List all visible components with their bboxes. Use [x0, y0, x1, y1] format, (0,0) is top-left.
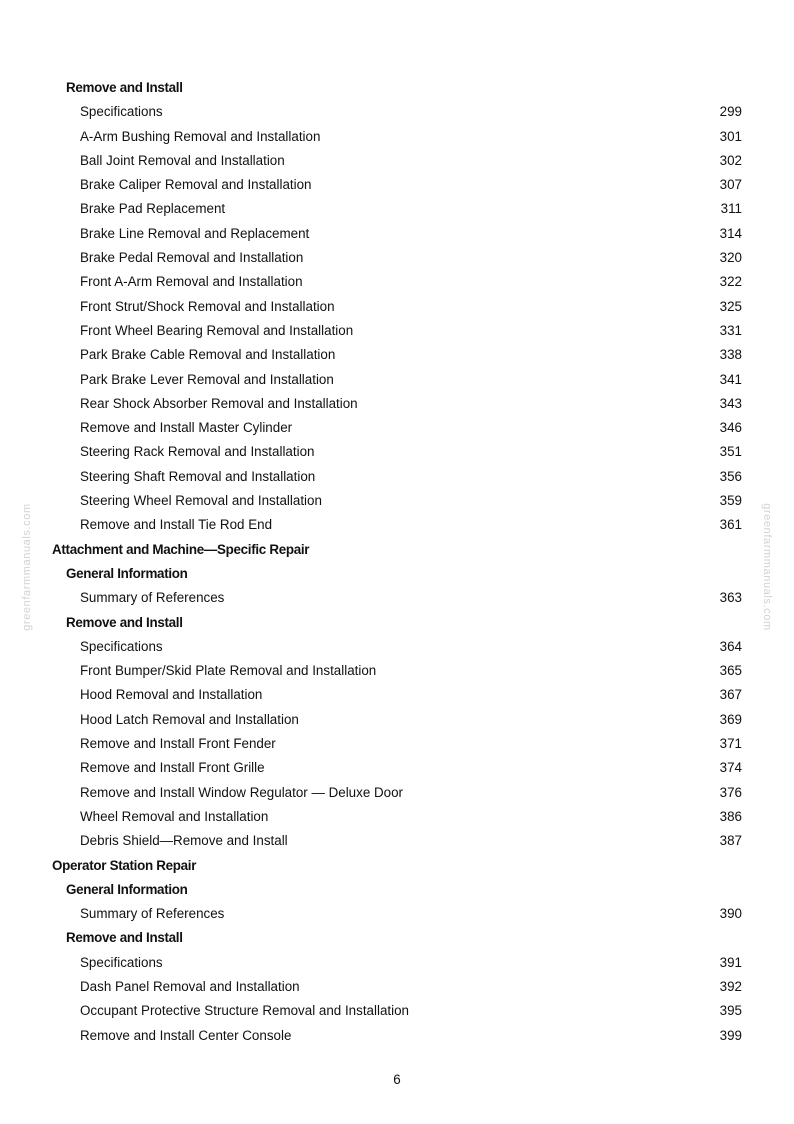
toc-entry-title: Operator Station Repair: [52, 857, 197, 873]
toc-entry-title: Hood Removal and Installation: [80, 687, 263, 703]
toc-entry-page-number: 307: [719, 177, 742, 193]
toc-entry[interactable]: [52, 465, 742, 489]
toc-heading: [52, 611, 742, 635]
toc-entry[interactable]: [52, 319, 742, 343]
toc-entry-title: Brake Pad Replacement: [80, 201, 226, 217]
toc-entry-title: Remove and Install Front Fender: [80, 736, 276, 752]
toc-entry[interactable]: [52, 416, 742, 440]
toc-entry-title: Hood Latch Removal and Installation: [80, 711, 299, 727]
toc-entry-page-number: 299: [719, 104, 742, 120]
toc-entry-title: Dash Panel Removal and Installation: [80, 978, 300, 994]
toc-entry[interactable]: [52, 999, 742, 1023]
toc-entry[interactable]: [52, 683, 742, 707]
toc-entry[interactable]: [52, 951, 742, 975]
toc-entry-page-number: 356: [719, 468, 742, 484]
page-number: 6: [393, 1072, 401, 1087]
toc-entry[interactable]: [52, 197, 742, 221]
toc-entry-page-number: 338: [719, 347, 742, 363]
toc-entry[interactable]: [52, 489, 742, 513]
toc-entry-title: Remove and Install Front Grille: [80, 760, 265, 776]
toc-heading: [52, 562, 742, 586]
toc-entry-title: Specifications: [80, 104, 163, 120]
toc-entry-title: Front Wheel Bearing Removal and Installation: [80, 322, 354, 338]
toc-entry-title: Steering Wheel Removal and Installation: [80, 493, 322, 509]
toc-entry-title: Summary of References: [80, 906, 225, 922]
toc-entry[interactable]: [52, 513, 742, 537]
toc-entry-title: General Information: [66, 881, 188, 897]
toc-entry-title: Remove and Install Tie Rod End: [80, 517, 273, 533]
watermark-left: [20, 492, 34, 642]
toc-entry[interactable]: [52, 270, 742, 294]
toc-entry[interactable]: [52, 805, 742, 829]
toc-entry-page-number: 376: [719, 784, 742, 800]
toc-entry[interactable]: [52, 829, 742, 853]
toc-entry-page-number: 341: [719, 371, 742, 387]
toc-entry-page-number: 365: [719, 663, 742, 679]
toc-entry[interactable]: [52, 368, 742, 392]
toc-entry-title: Occupant Protective Structure Removal and Installation: [80, 1003, 409, 1019]
toc-entry-page-number: 390: [719, 906, 742, 922]
toc-heading: [52, 926, 742, 950]
toc-entry[interactable]: [52, 100, 742, 124]
toc-entry-page-number: 395: [719, 1003, 742, 1019]
toc-entry-page-number: 361: [719, 517, 742, 533]
toc-entry-page-number: 320: [719, 250, 742, 266]
toc-entry-page-number: 363: [719, 590, 742, 606]
toc-heading: [52, 854, 742, 878]
toc-entry-page-number: 399: [719, 1027, 742, 1043]
toc-entry[interactable]: [52, 902, 742, 926]
toc-entry[interactable]: [52, 975, 742, 999]
toc-entry-title: Brake Caliper Removal and Installation: [80, 177, 312, 193]
toc-heading: [52, 878, 742, 902]
toc-entry[interactable]: [52, 781, 742, 805]
toc-entry-title: Wheel Removal and Installation: [80, 808, 269, 824]
toc-entry[interactable]: [52, 732, 742, 756]
toc-entry-title: Remove and Install: [66, 80, 183, 95]
toc-entry-page-number: 359: [719, 493, 742, 509]
toc-entry[interactable]: [52, 295, 742, 319]
toc-entry-page-number: 343: [719, 395, 742, 411]
toc-entry-page-number: 346: [719, 420, 742, 436]
toc-entry-title: Remove and Install Window Regulator — Deluxe Door: [80, 784, 404, 800]
toc-entry[interactable]: [52, 173, 742, 197]
toc-entry-title: Summary of References: [80, 590, 225, 606]
toc-heading: [52, 76, 742, 100]
toc-entry-page-number: 364: [719, 638, 742, 654]
toc-entry[interactable]: [52, 440, 742, 464]
toc-entry[interactable]: [52, 659, 742, 683]
toc-entry-title: Steering Rack Removal and Installation: [80, 444, 315, 460]
toc-entry-title: General Information: [66, 565, 188, 581]
watermark-right-text: greenfarmmanuals.com: [761, 503, 773, 631]
toc-entry-title: Specifications: [80, 954, 163, 970]
toc-entry[interactable]: [52, 343, 742, 367]
toc-entry-title: A-Arm Bushing Removal and Installation: [80, 128, 321, 144]
toc-entry-page-number: 314: [719, 225, 742, 241]
toc-entry-title: Remove and Install Center Console: [80, 1027, 292, 1043]
toc-entry-page-number: 367: [719, 687, 742, 703]
toc-entry-page-number: 371: [719, 736, 742, 752]
toc-entry-title: Attachment and Machine—Specific Repair: [52, 541, 310, 557]
toc-entry[interactable]: [52, 246, 742, 270]
toc-entry-title: Park Brake Lever Removal and Installation: [80, 371, 334, 387]
toc-entry-title: Remove and Install: [66, 930, 183, 946]
toc-entry-title: Brake Pedal Removal and Installation: [80, 250, 304, 266]
toc-entry[interactable]: [52, 708, 742, 732]
toc-entry-title: Front A-Arm Removal and Installation: [80, 274, 303, 290]
toc-entry-page-number: 374: [719, 760, 742, 776]
toc-entry-page-number: 331: [719, 322, 742, 338]
toc-entry-page-number: 311: [720, 201, 742, 217]
toc-entry-title: Front Bumper/Skid Plate Removal and Installation: [80, 663, 377, 679]
watermark-right: [760, 492, 774, 642]
toc-entry-title: Debris Shield—Remove and Install: [80, 833, 288, 849]
toc-heading: [52, 538, 742, 562]
toc-entry-title: Rear Shock Absorber Removal and Installation: [80, 395, 358, 411]
toc-entry-page-number: 322: [719, 274, 742, 290]
toc-entry[interactable]: [52, 149, 742, 173]
toc-entry-title: Remove and Install: [66, 614, 183, 630]
toc-entry-page-number: 391: [719, 954, 742, 970]
toc-entry-page-number: 387: [719, 833, 742, 849]
toc-entry[interactable]: [52, 222, 742, 246]
toc-entry-title: Ball Joint Removal and Installation: [80, 152, 285, 168]
toc-entry-title: Park Brake Cable Removal and Installation: [80, 347, 336, 363]
toc-entry[interactable]: [52, 635, 742, 659]
toc-entry[interactable]: [52, 756, 742, 780]
toc-entry-page-number: 369: [719, 711, 742, 727]
watermark-left-text: greenfarmmanuals.com: [21, 503, 33, 631]
toc-entry-page-number: 325: [719, 298, 742, 314]
toc-entry[interactable]: [52, 1024, 742, 1048]
toc-entry[interactable]: [52, 586, 742, 610]
toc-entry-page-number: 302: [719, 152, 742, 168]
toc-entry-title: Specifications: [80, 638, 163, 654]
toc-entry-page-number: 392: [719, 978, 742, 994]
toc-entry[interactable]: [52, 392, 742, 416]
toc-entry-title: Remove and Install Master Cylinder: [80, 420, 293, 436]
toc-entry[interactable]: [52, 125, 742, 149]
toc-entry-page-number: 351: [719, 444, 742, 460]
toc-entry-page-number: 386: [719, 808, 742, 824]
toc-entry-title: Brake Line Removal and Replacement: [80, 225, 310, 241]
table-of-contents: [52, 76, 742, 1048]
toc-entry-title: Front Strut/Shock Removal and Installation: [80, 298, 335, 314]
toc-entry-page-number: 301: [719, 128, 742, 144]
toc-entry-title: Steering Shaft Removal and Installation: [80, 468, 316, 484]
